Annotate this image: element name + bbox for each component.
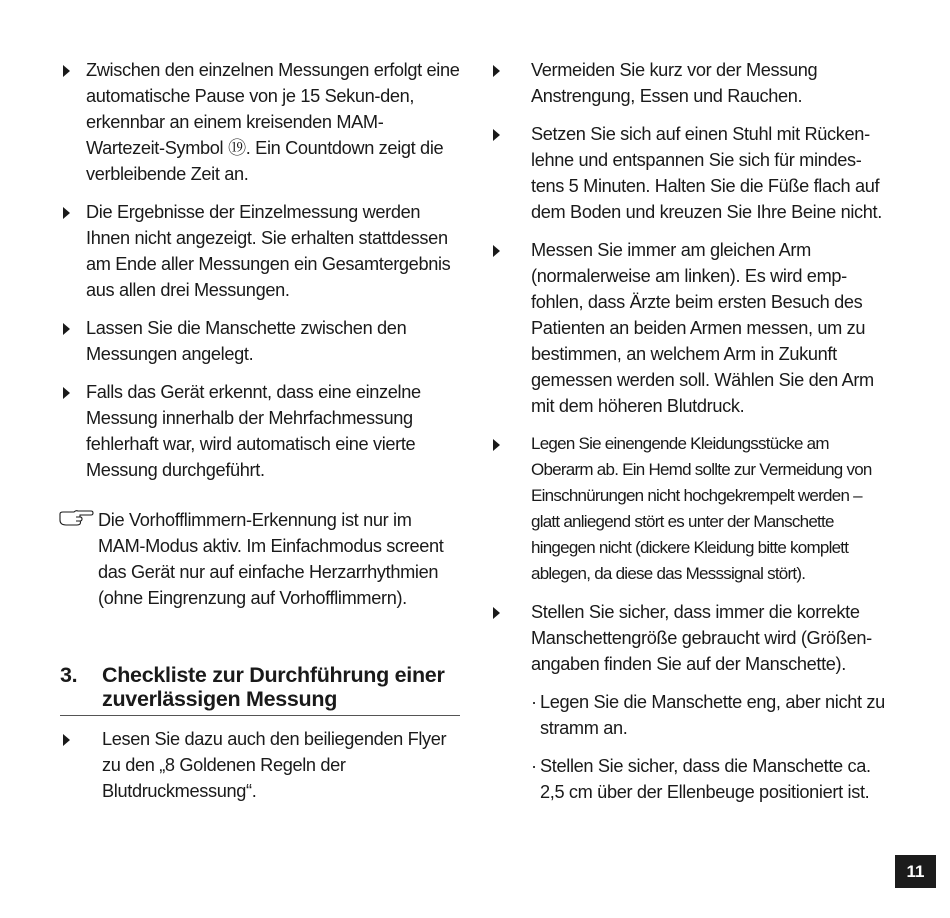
sub-list-item: · Stellen Sie sicher, dass die Manschette ca. 2,5 cm über der Ellenbeuge positioniert ist.	[531, 756, 871, 802]
triangle-right-icon	[63, 734, 70, 746]
list-item: Vermeiden Sie kurz vor der Messung Anstrengung, Essen und Rauchen.	[488, 57, 888, 109]
triangle-right-icon	[493, 129, 500, 141]
triangle-right-icon	[63, 65, 70, 77]
info-note: Die Vorhofflimmern-Erkennung ist nur im MAM-Modus aktiv. Im Einfachmodus screent das Gerät nur auf einfache Herzarrhythmien (ohne Eingrenzung auf Vorhofflimmern).	[60, 507, 460, 611]
right-column	[488, 57, 888, 805]
triangle-right-icon	[63, 207, 70, 219]
section-heading: 3. Checkliste zur Durchführung einer zuverlässigen Messung	[60, 663, 460, 716]
list-item: Legen Sie einengende Kleidungsstücke am Oberarm ab. Ein Hemd sollte zur Vermeidung von Einschnürungen nicht hochgekrempelt werden – glatt anliegend stört es unter der Manschette hingegen nicht (dickere Kleidung bitte komplett ablegen, da diese das Messsignal stört).	[488, 431, 888, 587]
triangle-right-icon	[493, 245, 500, 257]
sub-list-item: · Legen Sie die Manschette eng, aber nicht zu stramm an.	[531, 692, 885, 738]
left-column	[60, 57, 460, 804]
list-item: Messen Sie immer am gleichen Arm (normalerweise am linken). Es wird emp-fohlen, dass Ärzte beim ersten Besuch des Patienten an beiden Armen messen, um zu bestimmen, an welchem Arm in Zukunft gemessen werden soll. Wählen Sie den Arm mit dem höheren Blutdruck.	[488, 237, 888, 419]
triangle-right-icon	[493, 607, 500, 619]
triangle-right-icon	[63, 387, 70, 399]
list-item: Die Ergebnisse der Einzelmessung werden Ihnen nicht angezeigt. Sie erhalten stattdessen am Ende aller Messungen ein Gesamtergebnis aus allen drei Messungen.	[60, 199, 460, 303]
list-item: Zwischen den einzelnen Messungen erfolgt eine automatische Pause von je 15 Sekun-den, erkennbar an einem kreisenden MAM-Wartezeit-Symbol ⑲. Ein Countdown zeigt die verbleibende Zeit an.	[60, 57, 460, 187]
page-number: 11	[895, 855, 936, 888]
list-item: Setzen Sie sich auf einen Stuhl mit Rücken-lehne und entspannen Sie sich für mindes-tens 5 Minuten. Halten Sie die Füße flach auf dem Boden und kreuzen Sie Ihre Beine nicht.	[488, 121, 888, 225]
triangle-right-icon	[493, 65, 500, 77]
list-item: Falls das Gerät erkennt, dass eine einzelne Messung innerhalb der Mehrfachmessung fehlerhaft war, wird automatisch eine vierte Messung durchgeführt.	[60, 379, 460, 483]
list-item: Lassen Sie die Manschette zwischen den Messungen angelegt.	[60, 315, 460, 367]
triangle-right-icon	[63, 323, 70, 335]
pointing-hand-icon	[58, 509, 94, 527]
list-item: Stellen Sie sicher, dass immer die korrekte Manschettengröße gebraucht wird (Größen-angaben finden Sie auf der Manschette).	[488, 599, 888, 677]
triangle-right-icon	[493, 439, 500, 451]
list-item: Lesen Sie dazu auch den beiliegenden Flyer zu den „8 Goldenen Regeln der Blutdruckmessung“.	[60, 726, 460, 804]
